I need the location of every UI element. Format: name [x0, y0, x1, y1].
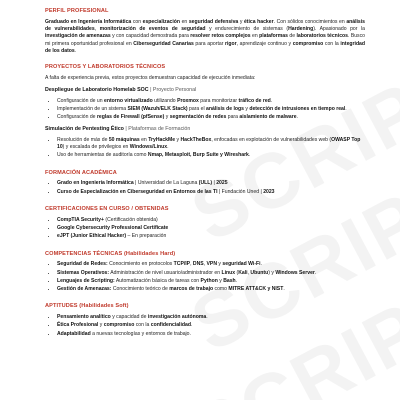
- bold-text: integridad de los datos: [45, 40, 365, 54]
- aptitudes-list: [45, 314, 365, 338]
- cv-content: [45, 8, 365, 339]
- project-kind: | Plataformas de Formación: [123, 126, 191, 133]
- text-run: y: [217, 277, 224, 284]
- bold-text: Google Cybersecurity Professional Certificate: [57, 225, 169, 232]
- list-item: [57, 106, 365, 113]
- bold-text: Nmap, Metasploit, Burp Suite y Wireshark: [147, 152, 249, 159]
- text-run: .: [190, 322, 193, 329]
- bold-text: VPN: [206, 261, 218, 268]
- bold-text: análisis de vulnerabilidades: [45, 18, 366, 33]
- text-run: y con capacidad demostrada para: [110, 33, 191, 40]
- text-run: (: [235, 269, 239, 276]
- text-run: . Con sólidos conocimientos en: [273, 18, 347, 25]
- text-run: .: [167, 144, 169, 151]
- bold-text: Ética Profesional: [57, 322, 99, 329]
- text-run: con la: [323, 40, 341, 47]
- text-run: y endurecimiento de sistemas (: [205, 26, 289, 33]
- section-competencias: [45, 251, 365, 294]
- section-title-proyectos: PROYECTOS Y LABORATORIOS TÉCNICOS: [45, 64, 166, 71]
- text-run: como: [213, 286, 229, 293]
- text-run: | Universidad de La Laguna: [133, 180, 199, 187]
- text-run: |: [212, 180, 217, 187]
- text-run: .: [206, 314, 208, 321]
- text-run: ,: [247, 269, 251, 276]
- text-run: ,: [94, 26, 100, 33]
- bold-text: confidencialidad: [150, 322, 191, 329]
- section-title-formacion: FORMACIÓN ACADÉMICA: [45, 169, 117, 176]
- bold-text: detección de intrusiones en tiempo real: [249, 105, 346, 112]
- bold-text: seguridad Wi-Fi: [222, 261, 261, 268]
- project-kind: | Proyecto Personal: [148, 87, 197, 94]
- list-item: [57, 189, 365, 196]
- text-run: y: [238, 18, 244, 25]
- text-run: ,: [203, 261, 207, 268]
- bold-text: 2023: [263, 188, 275, 195]
- text-run: ) y escalada de privilegios en: [62, 144, 130, 151]
- section-title-perfil: PERFIL PROFESIONAL: [45, 8, 109, 14]
- bold-text: aislamiento de malware: [239, 114, 297, 121]
- text-run: Resolución de más de: [57, 136, 109, 143]
- project-pentest-title: [45, 126, 365, 134]
- bold-text: Graduado en Ingeniería Informática: [45, 18, 132, 25]
- competencias-list: [45, 261, 365, 293]
- bold-text: OWASP Top 10: [57, 136, 361, 151]
- bold-text: Pensamiento analítico: [57, 314, 111, 321]
- bold-text: DNS: [192, 261, 204, 268]
- bold-text: marcos de trabajo: [169, 286, 214, 293]
- text-run: Implementación de un sistema: [57, 105, 128, 112]
- list-item: [57, 270, 365, 277]
- text-run: y: [217, 261, 223, 268]
- bold-text: rigor: [225, 40, 237, 47]
- bold-text: Windows/Linux: [129, 144, 168, 151]
- project-name: Despliegue de Laboratorio Homelab SOC: [45, 87, 149, 94]
- text-run: Conocimiento teórico de: [111, 286, 170, 293]
- bold-text: análisis de logs: [206, 105, 244, 112]
- bold-text: laboratorios técnicos: [296, 33, 348, 40]
- bold-text: TryHackMe: [148, 136, 176, 143]
- bold-text: Ciberseguridad Canarias: [133, 40, 194, 47]
- bold-text: monitorización de eventos de seguridad: [99, 26, 206, 33]
- text-run: .: [270, 97, 273, 104]
- text-run: con la: [134, 322, 151, 329]
- section-title-competencias: COMPETENCIAS TÉCNICAS (Habilidades Hard): [45, 250, 176, 257]
- project-homelab-title: [45, 87, 365, 95]
- text-run: (Certificación obtenida): [103, 216, 158, 223]
- list-item: [57, 152, 365, 159]
- bold-text: MITRE ATT&CK y NIST: [228, 286, 284, 293]
- list-item: [57, 137, 365, 151]
- bold-text: Adaptabilidad: [57, 330, 91, 337]
- text-run: de: [287, 33, 297, 40]
- text-run: .: [74, 47, 77, 54]
- bold-text: especialización: [142, 18, 180, 25]
- bold-text: Kali: [238, 269, 248, 276]
- section-proyectos: [45, 64, 365, 160]
- text-run: en: [139, 136, 149, 143]
- text-run: . Busco mi primera oportunidad profesional en: [45, 33, 365, 47]
- text-run: a nuevas tecnologías y entornos de trabajo.: [90, 330, 191, 337]
- text-run: en: [250, 33, 260, 40]
- section-certificaciones: [45, 206, 365, 241]
- bold-text: Gestión de Amenazas:: [57, 286, 112, 293]
- list-item: [57, 331, 365, 338]
- list-item: [57, 217, 365, 224]
- formacion-list: [45, 180, 365, 195]
- section-formacion: [45, 170, 365, 196]
- bold-text: SIEM (Wazuh/ELK Stack): [127, 105, 188, 112]
- text-run: y: [164, 114, 170, 121]
- bold-text: Hardening: [288, 26, 314, 33]
- bold-text: seguridad defensiva: [188, 18, 239, 25]
- bold-text: Windows Server: [275, 269, 315, 276]
- text-run: , enfocadas en explotación de vulnerabilidades web (: [211, 136, 332, 143]
- text-run: Administración de nivel usuario/administrador en: [109, 269, 222, 276]
- text-run: ). Apasionado por la: [313, 26, 365, 33]
- section-perfil: [45, 8, 365, 55]
- text-run: con: [131, 18, 143, 25]
- text-run: | Fundación Uned |: [217, 188, 264, 195]
- section-aptitudes: [45, 303, 365, 338]
- bold-text: ética hacker: [243, 18, 274, 25]
- list-item: [57, 114, 365, 121]
- bold-text: 50 máquinas: [108, 136, 140, 143]
- list-item: [57, 225, 365, 232]
- text-run: para: [226, 114, 240, 121]
- bold-text: Lenguajes de Scripting:: [57, 277, 115, 284]
- text-run: y: [243, 105, 250, 112]
- text-run: para monitorizar: [198, 97, 239, 104]
- list-item: [57, 98, 365, 105]
- proyectos-intro: A falta de experiencia previa, estos proyectos demuestran capacidad de ejecución inmediata:: [45, 74, 256, 81]
- text-run: .: [283, 286, 285, 293]
- bold-text: CompTIA Security+: [57, 216, 104, 223]
- bold-text: Python: [200, 277, 218, 284]
- text-run: .: [260, 261, 262, 268]
- bold-text: eJPT (Junior Ethical Hacker): [57, 233, 127, 240]
- bold-text: HackTheBox: [180, 136, 212, 143]
- bold-text: TCP/IP: [173, 261, 191, 268]
- bold-text: investigación autónoma: [147, 314, 207, 321]
- text-run: .: [248, 152, 251, 159]
- text-run: en: [180, 18, 189, 25]
- bold-text: Ubuntu: [250, 269, 269, 276]
- text-run: , aprendizaje continuo y: [236, 40, 293, 47]
- text-run: Automatización básica de tareas con: [114, 277, 201, 284]
- text-run: ,: [190, 261, 193, 268]
- bold-text: Grado en Ingeniería Informática: [57, 180, 134, 187]
- text-run: para aportar: [193, 40, 226, 47]
- bold-text: compromiso: [292, 40, 324, 47]
- text-run: y capacidad de: [110, 314, 148, 321]
- list-item: [57, 286, 365, 293]
- bold-text: investigación de amenazas: [45, 33, 111, 40]
- text-run: para el: [187, 105, 206, 112]
- bold-text: reglas de Firewall (pfSense): [96, 114, 165, 121]
- text-run: Configuración de un: [57, 97, 105, 104]
- bold-text: (ULL): [198, 180, 213, 187]
- text-run: utilizando: [152, 97, 178, 104]
- bold-text: resolver retos complejos: [190, 33, 251, 40]
- text-run: ) y: [268, 269, 276, 276]
- text-run: y: [175, 136, 181, 143]
- text-run: Conocimiento en protocolos: [107, 261, 174, 268]
- text-run: Configuración de: [57, 114, 97, 121]
- project-pentest-list: [45, 137, 365, 160]
- list-item: [57, 314, 365, 321]
- bold-text: segmentación de redes: [169, 114, 227, 121]
- text-run: Uso de herramientas de auditoría como: [57, 152, 148, 159]
- list-item: [57, 322, 365, 329]
- list-item: [57, 261, 365, 268]
- bold-text: Proxmox: [177, 97, 199, 104]
- project-homelab-list: [45, 98, 365, 122]
- bold-text: plataformas: [259, 33, 288, 40]
- section-title-certificaciones: CERTIFICACIONES EN CURSO / OBTENIDAS: [45, 205, 169, 212]
- text-run: .: [235, 277, 238, 284]
- bold-text: Linux: [221, 269, 236, 276]
- bold-text: Sistemas Operativos:: [57, 269, 110, 276]
- certificaciones-list: [45, 217, 365, 241]
- text-run: .: [314, 269, 317, 276]
- bold-text: Curso de Especialización en Ciberseguridad en Entornos de las TI: [57, 188, 218, 195]
- perfil-text: [45, 19, 365, 55]
- project-name: Simulación de Pentesting Ético: [45, 126, 124, 133]
- list-item: [57, 278, 365, 285]
- bold-text: Bash: [223, 277, 236, 284]
- text-run: – En preparación: [126, 233, 167, 240]
- list-item: [57, 180, 365, 187]
- bold-text: Seguridad de Redes:: [57, 261, 108, 268]
- list-item: [57, 233, 365, 240]
- bold-text: compromiso: [103, 322, 135, 329]
- bold-text: entorno virtualizado: [104, 97, 153, 104]
- bold-text: 2025: [216, 180, 228, 187]
- text-run: .: [345, 105, 347, 112]
- text-run: y: [98, 322, 104, 329]
- bold-text: tráfico de red: [238, 97, 271, 104]
- text-run: .: [296, 114, 298, 121]
- section-title-aptitudes: APTITUDES (Habilidades Soft): [45, 303, 129, 310]
